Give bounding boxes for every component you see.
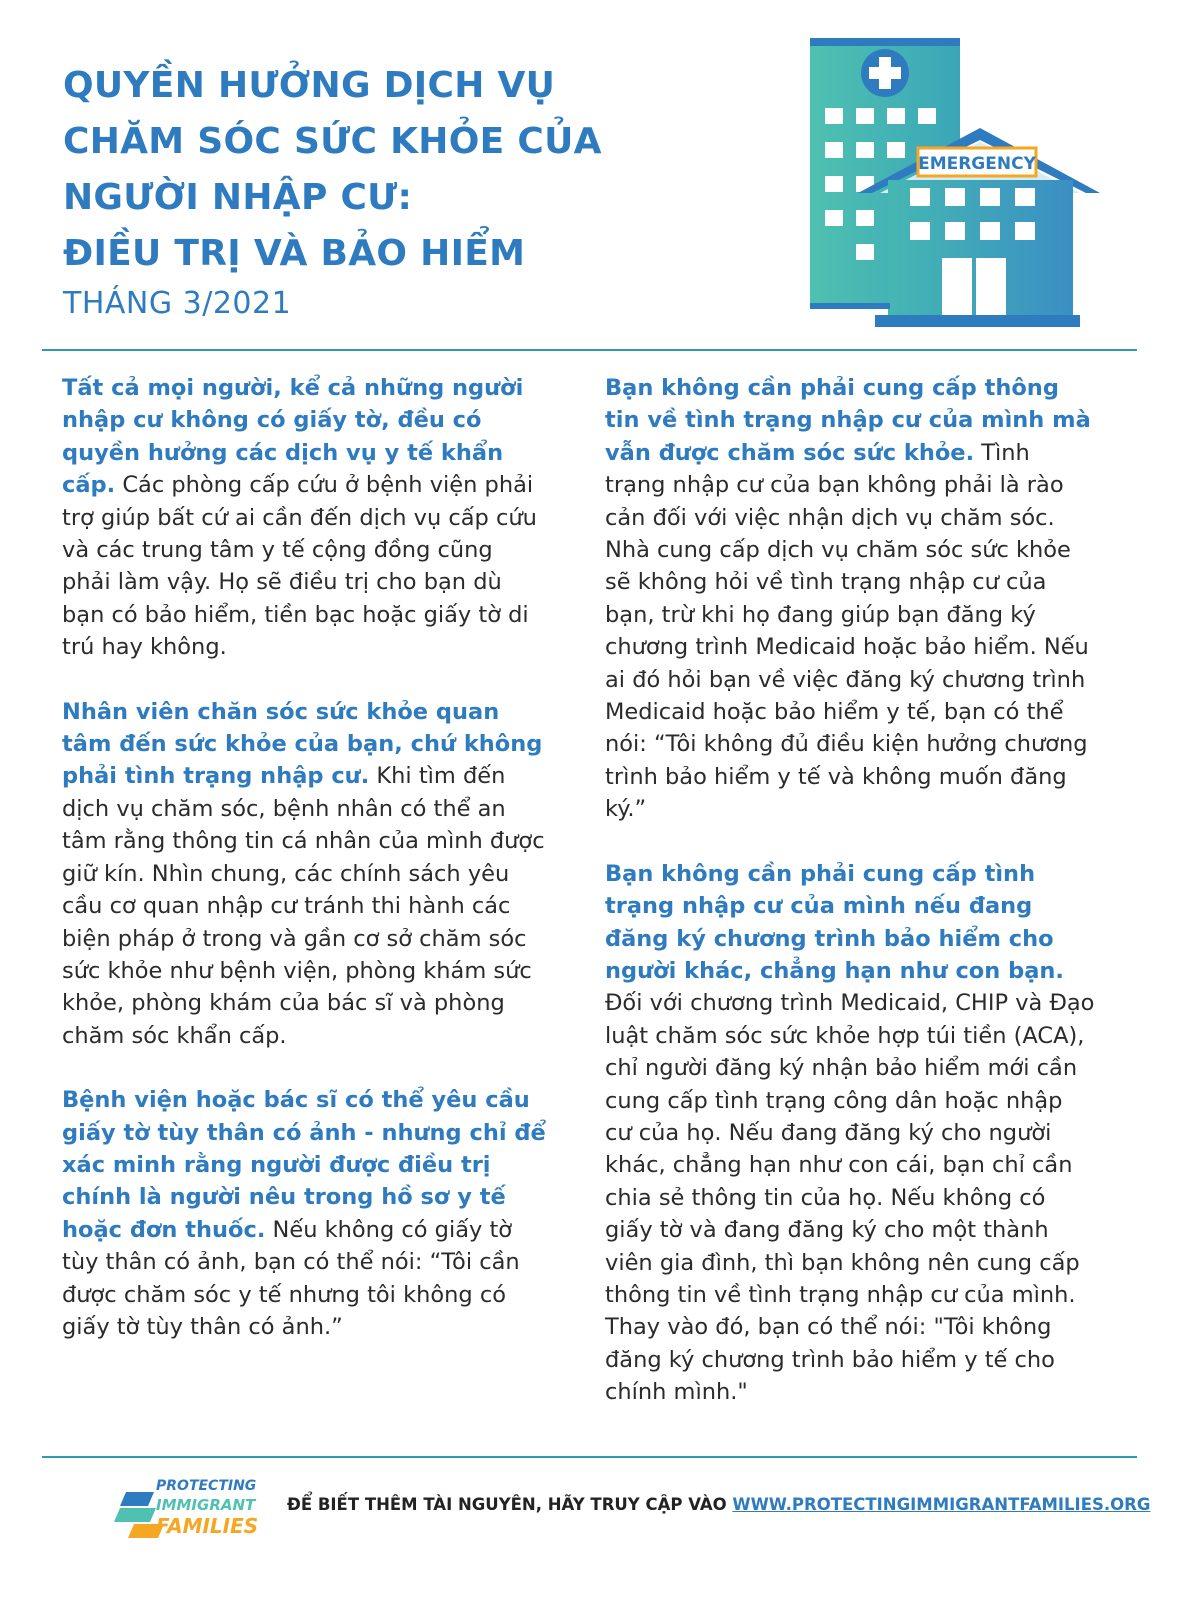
footer-cta-text: ĐỂ BIẾT THÊM TÀI NGUYÊN, HÃY TRUY CẬP VÀO (287, 1495, 733, 1514)
title-line: CHĂM SÓC SỨC KHỎE CỦA (63, 121, 602, 162)
page-title (63, 58, 763, 282)
paragraph-body: Nếu không có giấy tờ tùy thân có ảnh, bạn có thể nói: “Tôi cần được chăm sóc y tế nhưng tôi không có giấy tờ tùy thân có ảnh.” (62, 1216, 520, 1340)
paragraph-heading: Bạn không cần phải cung cấp tình trạng nhập cư của mình nếu đang đăng ký chương trình bảo hiểm cho người khác, chẳng hạn như con bạn. (605, 860, 1064, 984)
paragraph-body: Các phòng cấp cứu ở bệnh viện phải trợ giúp bất cứ ai cần đến dịch vụ cấp cứu và các trung tâm y tế cộng đồng cũng phải làm vậy. Họ sẽ điều trị cho bạn dù bạn có bảo hiểm, tiền bạc hoặc giấy tờ di trú hay không. (62, 472, 537, 661)
website-link[interactable]: WWW.PROTECTINGIMMIGRANTFAMILIES.ORG (732, 1495, 1151, 1514)
footer-divider (42, 1456, 1137, 1458)
paragraph-body: Tình trạng nhập cư của bạn không phải là rào cản đối với việc nhận dịch vụ chăm sóc. Nhà cung cấp dịch vụ chăm sóc sức khỏe sẽ không hỏi về tình trạng nhập cư của bạn, trừ khi họ đang giúp bạn đăng ký chương trình Medicaid hoặc bảo hiểm. Nếu ai đó hỏi bạn về việc đăng ký chương trình Medicaid hoặc bảo hiểm y tế, bạn có thể nói: “Tôi không đủ điều kiện hưởng chương trình bảo hiểm y tế và không muốn đăng ký.” (605, 439, 1089, 823)
paragraph (605, 858, 1095, 1409)
title-line: QUYỀN HƯỞNG DỊCH VỤ (63, 65, 556, 106)
paragraph-heading: Nhân viên chăn sóc sức khỏe quan tâm đến sức khỏe của bạn, chứ không phải tình trạng nhập cư. (62, 698, 543, 790)
emergency-sign-text: EMERGENCY (918, 154, 1036, 174)
logo-text-line: PROTECTING (156, 1478, 257, 1494)
paragraph (62, 1084, 547, 1343)
left-column (62, 372, 547, 1375)
paragraph-body: Đối với chương trình Medicaid, CHIP và Đạo luật chăm sóc sức khỏe hợp túi tiền (ACA), chỉ người đăng ký nhận bảo hiểm mới cần cung cấp tình trạng công dân hoặc nhập cư của họ. Nếu đang đăng ký cho người khác, chẳng hạn như con cái, bạn chỉ cần chia sẻ thông tin của họ. Nếu không có giấy tờ và đang đăng ký cho một thành viên gia đình, thì bạn không nên cung cấp thông tin về tình trạng nhập cư của mình. Thay vào đó, bạn có thể nói: "Tôi không đăng ký chương trình bảo hiểm y tế cho chính mình." (605, 990, 1095, 1406)
logo-text-line: IMMIGRANT (156, 1496, 256, 1514)
paragraph-heading: Bệnh viện hoặc bác sĩ có thể yêu cầu giấy tờ tùy thân có ảnh - nhưng chỉ để xác minh rằng người được điều trị chính là người nêu trong hồ sơ y tế hoặc đơn thuốc. (62, 1087, 546, 1243)
paragraph-heading: Bạn không cần phải cung cấp thông tin về tình trạng nhập cư của mình mà vẫn được chăm sóc sức khỏe. (605, 375, 1091, 466)
paragraph (605, 372, 1095, 826)
right-column (605, 372, 1095, 1441)
footer-cta (287, 1495, 1150, 1514)
logo-text-line: FAMILIES (156, 1514, 259, 1538)
header-divider (42, 349, 1137, 351)
title-line: ĐIỀU TRỊ VÀ BẢO HIỂM (63, 233, 526, 274)
paragraph (62, 696, 547, 1052)
title-line: NGƯỜI NHẬP CƯ: (63, 177, 413, 218)
publication-date: THÁNG 3/2021 (63, 286, 292, 321)
paragraph-body: Khi tìm đến dịch vụ chăm sóc, bệnh nhân có thể an tâm rằng thông tin cá nhân của mình được giữ kín. Nhìn chung, các chính sách yêu cầu cơ quan nhập cư tránh thi hành các biện pháp ở trong và gần cơ sở chăm sóc sức khỏe như bệnh viện, phòng khám sức khỏe, phòng khám của bác sĩ và phòng chăm sóc khẩn cấp. (62, 763, 545, 1049)
paragraph (62, 372, 547, 664)
paragraph-heading: Tất cả mọi người, kể cả những người nhập cư không có giấy tờ, đều có quyền hưởng các dịch vụ y tế khẩn cấp. (62, 375, 524, 499)
hospital-illustration-icon (790, 30, 1110, 335)
